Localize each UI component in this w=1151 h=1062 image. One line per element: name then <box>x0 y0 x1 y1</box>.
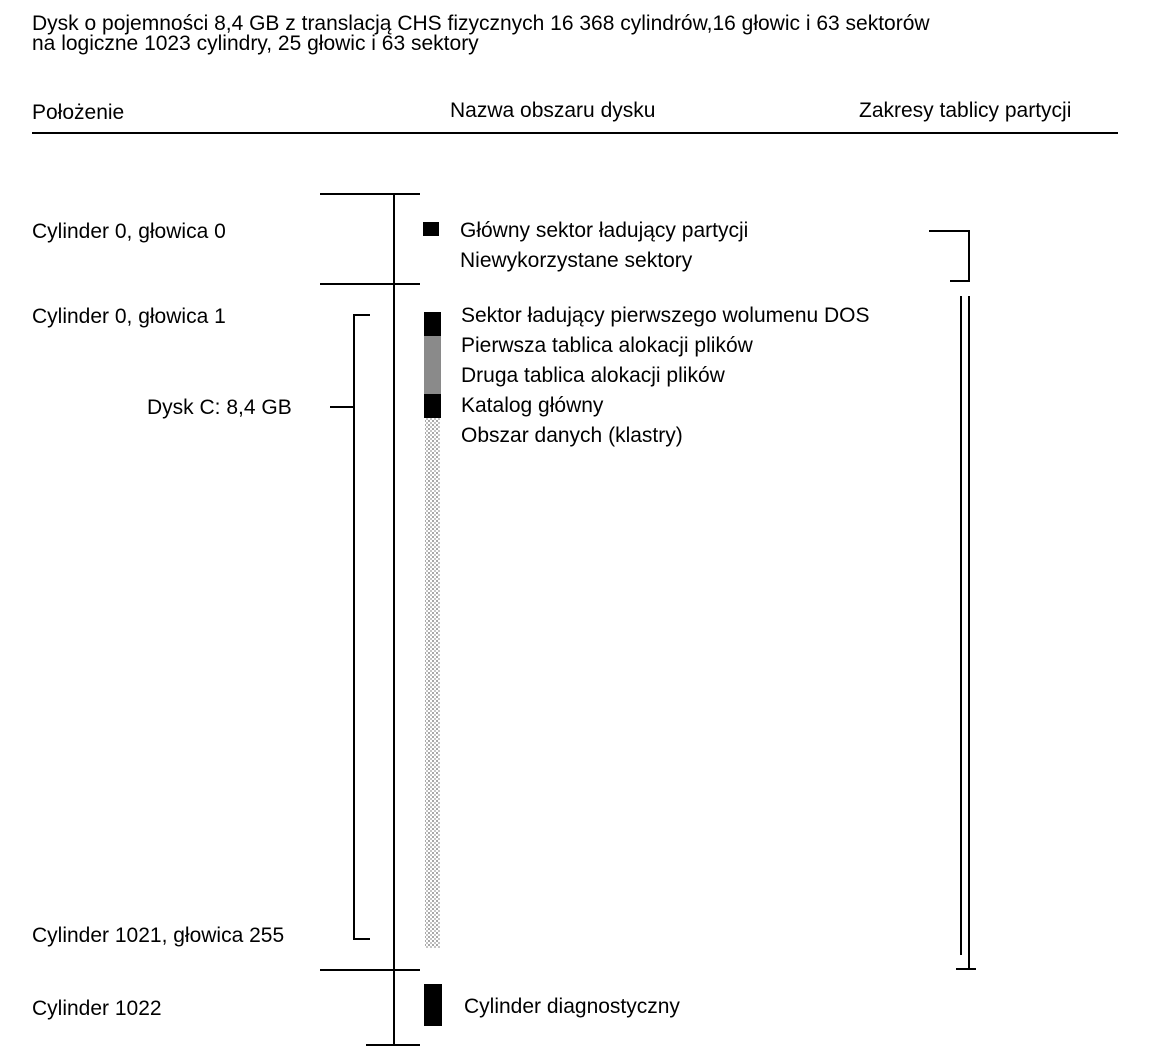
area-fat1: Pierwsza tablica alokacji plików <box>461 334 753 357</box>
disk-axis <box>320 193 420 1046</box>
fat-block <box>424 336 441 394</box>
area-boot-sector: Sektor ładujący pierwszego wolumenu DOS <box>461 304 870 327</box>
diagnostic-block <box>424 984 442 1026</box>
area-root-dir: Katalog główny <box>461 394 604 417</box>
location-cyl1021-head255: Cylinder 1021, głowica 255 <box>32 924 285 947</box>
mbr-block <box>423 222 439 236</box>
column-header-partition-ranges: Zakresy tablicy partycji <box>859 99 1072 122</box>
location-drive-c: Dysk C: 8,4 GB <box>147 396 292 419</box>
column-header-area-name: Nazwa obszaru dysku <box>450 99 656 122</box>
root-dir-block <box>424 394 441 418</box>
area-unused: Niewykorzystane sektory <box>460 249 693 272</box>
location-cyl0-head1: Cylinder 0, głowica 1 <box>32 305 226 328</box>
drive-c-bracket <box>330 314 370 940</box>
area-data: Obszar danych (klastry) <box>461 424 683 447</box>
boot-sector-block <box>424 312 441 336</box>
mbr-range-bracket <box>929 231 970 282</box>
partition-range-bracket <box>956 296 976 970</box>
location-cyl0-head0: Cylinder 0, głowica 0 <box>32 220 226 243</box>
area-diagnostic: Cylinder diagnostyczny <box>464 995 680 1018</box>
diagram-title-line-2: na logiczne 1023 cylindry, 25 głowic i 63 sektory <box>32 32 479 55</box>
diagram-title-line-1: Dysk o pojemności 8,4 GB z translacją CHS fizycznych 16 368 cylindrów,16 głowic i 63 sektorów <box>32 12 930 35</box>
column-header-location: Położenie <box>32 101 125 124</box>
data-area-block <box>425 418 440 948</box>
area-mbr: Główny sektor ładujący partycji <box>460 219 749 242</box>
location-cyl1022: Cylinder 1022 <box>32 997 162 1020</box>
area-fat2: Druga tablica alokacji plików <box>461 364 725 387</box>
